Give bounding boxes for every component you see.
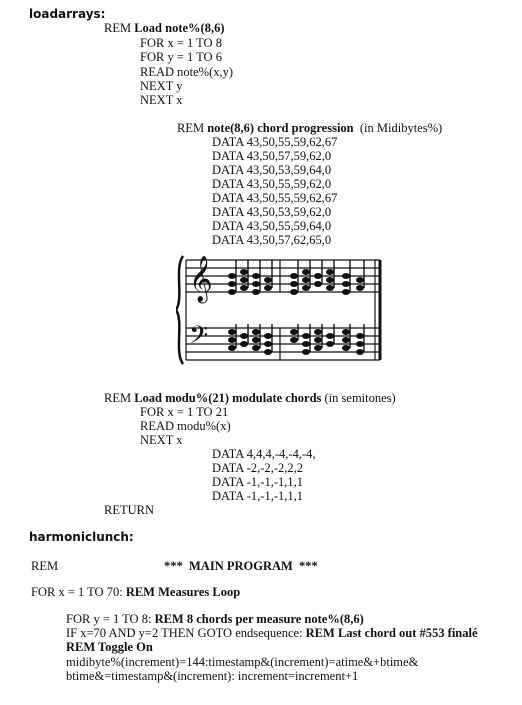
note-head (302, 285, 310, 291)
note-head (356, 333, 364, 339)
note-head (228, 337, 236, 343)
rem-load-note-text: Load note%(8,6) (134, 21, 225, 35)
label-loadarrays: loadarrays: (29, 7, 106, 21)
rem-chord-progression (177, 122, 442, 135)
data-line: DATA 4,4,4,-4,-4,-4, (212, 447, 316, 461)
note-head (252, 329, 260, 335)
note-head (326, 333, 334, 339)
note-head (356, 341, 364, 347)
note-head (240, 341, 248, 347)
if-goto-line (66, 627, 478, 640)
note-head (342, 289, 350, 295)
note-head (302, 341, 310, 347)
note-head (228, 329, 236, 335)
data-line: DATA 43,50,55,59,62,67 (212, 191, 338, 205)
note-head (342, 281, 350, 287)
treble-clef-icon: 𝄞 (189, 256, 213, 302)
rem-keyword: REM (104, 21, 135, 35)
note-head (290, 329, 298, 335)
data-line: DATA 43,50,57,59,62,0 (212, 149, 332, 163)
note-head (290, 281, 298, 287)
note-head (314, 329, 322, 335)
for-x-line: FOR x = 1 TO 8 (140, 36, 222, 50)
note-head (314, 345, 322, 351)
treble-chords (228, 260, 364, 295)
return-line: RETURN (104, 503, 154, 517)
chords-loop-line (66, 613, 364, 626)
rem-chord-progression-text: note(8,6) chord progression (207, 121, 354, 135)
note-head (356, 277, 364, 283)
note-head (326, 341, 334, 347)
note-head (326, 277, 334, 283)
rem-main-keyword: REM (31, 559, 59, 573)
note-head (264, 341, 272, 347)
code-line-btime: btime&=timestamp&(increment): increment=increment+1 (66, 669, 359, 683)
label-harmoniclunch: harmoniclunch: (29, 530, 134, 544)
music-staff-notation (176, 248, 384, 368)
for-y-line: FOR y = 1 TO 6 (140, 50, 222, 64)
for-x-modu-line: FOR x = 1 TO 21 (140, 405, 229, 419)
note-head (240, 277, 248, 283)
note-head (314, 337, 322, 343)
note-head (252, 281, 260, 287)
data-line: DATA 43,50,57,62,65,0 (212, 233, 332, 247)
note-head (302, 349, 310, 355)
note-head (252, 273, 260, 279)
chords-loop-rem: REM 8 chords per measure note%(8,6) (154, 612, 364, 626)
data-line: DATA -1,-1,-1,1,1 (212, 489, 304, 503)
note-head (356, 349, 364, 355)
if-goto-code: IF x=70 AND y=2 THEN GOTO endsequence: (66, 626, 306, 640)
data-line: DATA 43,50,53,59,64,0 (212, 163, 332, 177)
note-head (264, 285, 272, 291)
next-x-line: NEXT x (140, 93, 183, 107)
rem-load-modu-text: Load modu%(21) modulate chords (134, 391, 322, 405)
note-head (302, 277, 310, 283)
next-y-line: NEXT y (140, 79, 183, 93)
note-head (290, 289, 298, 295)
note-head (228, 345, 236, 351)
note-head (302, 269, 310, 275)
note-head (342, 337, 350, 343)
rem-load-modu-suffix: (in semitones) (321, 391, 396, 405)
note-head (264, 333, 272, 339)
note-head (264, 349, 272, 355)
rem-load-modu (104, 392, 396, 405)
rem-chord-progression-suffix: (in Midibytes%) (353, 121, 443, 135)
note-head (228, 289, 236, 295)
next-x-modu-line: NEXT x (140, 433, 183, 447)
note-head (240, 285, 248, 291)
measures-loop-line (31, 586, 240, 599)
read-modu-line: READ modu%(x) (140, 419, 231, 433)
data-line: DATA -2,-2,-2,2,2 (212, 461, 304, 475)
rem-keyword: REM (177, 121, 208, 135)
chords-loop-code: FOR y = 1 TO 8: (66, 612, 155, 626)
main-program-title: *** MAIN PROGRAM *** (164, 559, 318, 573)
data-line: DATA -1,-1,-1,1,1 (212, 475, 304, 489)
note-head (264, 277, 272, 283)
note-head (252, 337, 260, 343)
note-head (302, 333, 310, 339)
rem-keyword: REM (104, 391, 135, 405)
bass-chords (228, 324, 364, 355)
if-goto-rem: REM Last chord out #553 finalé (305, 626, 478, 640)
measures-loop-code: FOR x = 1 TO 70: (31, 585, 126, 599)
rem-load-note (104, 22, 225, 35)
code-line-midibyte: midibyte%(increment)=144:timestamp&(increment)=atime&+btime& (66, 655, 419, 669)
data-line: DATA 43,50,53,59,62,0 (212, 205, 332, 219)
note-head (228, 281, 236, 287)
note-head (290, 273, 298, 279)
note-head (240, 333, 248, 339)
note-head (356, 285, 364, 291)
note-head (290, 337, 298, 343)
rem-toggle-on: REM Toggle On (66, 640, 153, 654)
measures-loop-rem: REM Measures Loop (125, 585, 241, 599)
note-head (314, 273, 322, 279)
note-head (342, 329, 350, 335)
note-head (314, 281, 322, 287)
data-line: DATA 43,50,55,59,62,0 (212, 177, 332, 191)
note-head (252, 289, 260, 295)
note-head (326, 285, 334, 291)
read-note-line: READ note%(x,y) (140, 65, 234, 79)
data-line: DATA 43,50,55,59,64,0 (212, 219, 332, 233)
data-line: DATA 43,50,55,59,62,67 (212, 135, 338, 149)
note-head (342, 345, 350, 351)
note-head (342, 273, 350, 279)
brace-icon (176, 256, 183, 364)
bass-clef-icon: 𝄢 (189, 321, 209, 356)
note-head (240, 269, 248, 275)
note-head (228, 273, 236, 279)
note-head (326, 269, 334, 275)
note-head (252, 345, 260, 351)
